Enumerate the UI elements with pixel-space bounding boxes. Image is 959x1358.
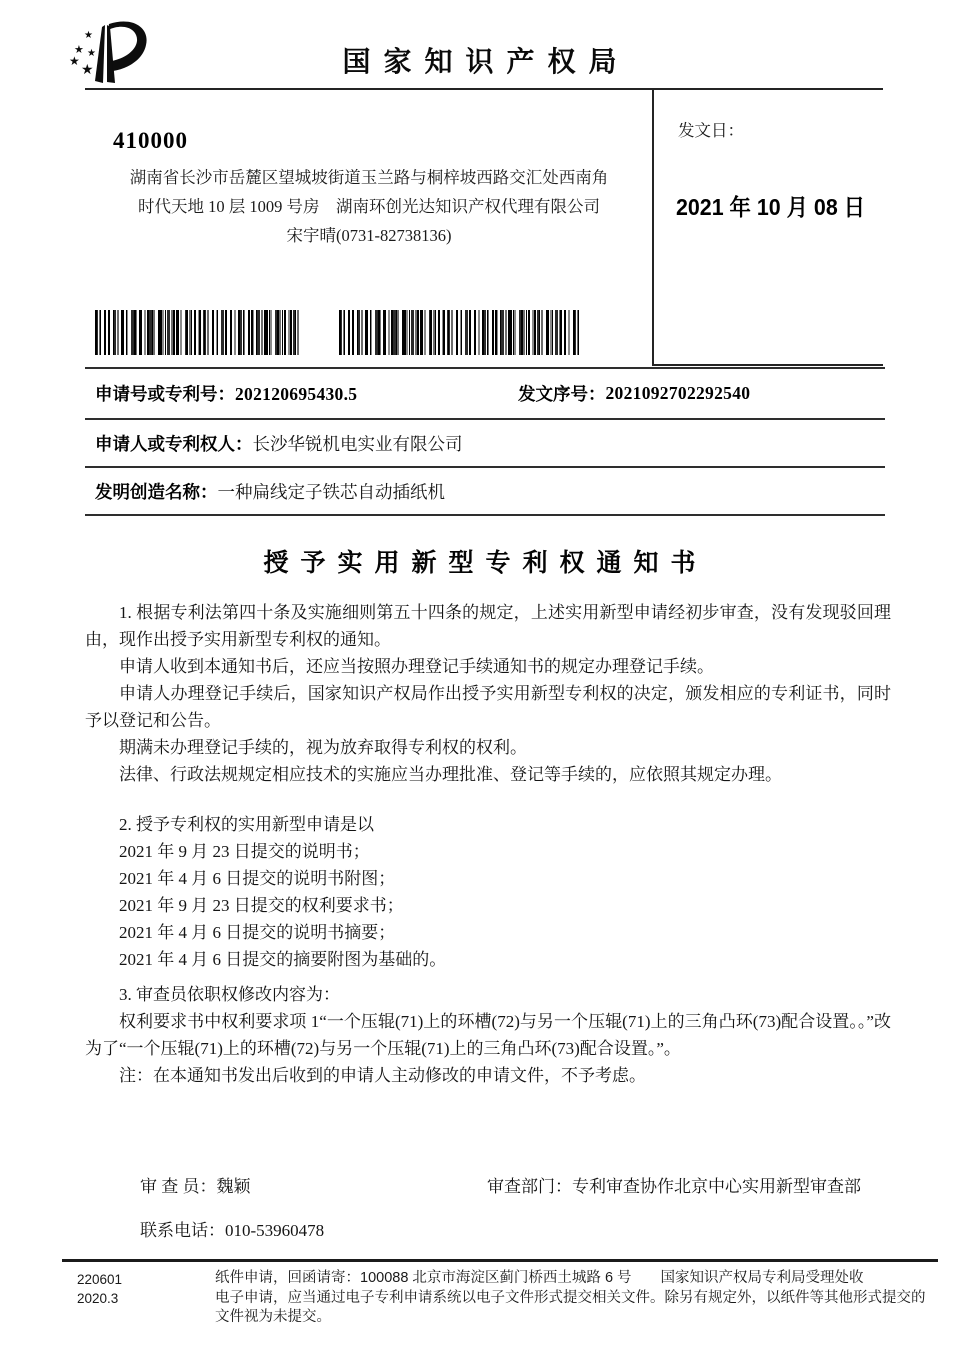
application-number-value: 202120695430.5 — [235, 384, 358, 404]
signoff-row-2 — [140, 1216, 891, 1241]
recipient-block — [95, 126, 643, 250]
star-icon: ★ — [87, 48, 96, 59]
invention-title-label: 发明创造名称： — [95, 481, 218, 502]
notice-paragraph: 2021 年 9 月 23 日提交的权利要求书； — [119, 896, 404, 915]
notice-paragraph: 注：在本通知书发出后收到的申请人主动修改的申请文件，不予考虑。 — [119, 1066, 646, 1085]
applicant-value: 长沙华锐机电实业有限公司 — [252, 433, 463, 454]
department-cell — [487, 1172, 861, 1197]
invention-title-value: 一种扁线定子铁芯自动插纸机 — [217, 481, 445, 502]
footer-block — [62, 1268, 938, 1328]
star-icon: ★ — [84, 30, 93, 41]
star-icon: ★ — [81, 62, 94, 78]
form-version: 2020.3 — [77, 1291, 119, 1306]
notice-paragraph: 1. 根据专利法第四十条及实施细则第五十四条的规定，上述实用新型申请经初步审查，没有发现驳回理由，现作出授予实用新型专利权的通知。 — [85, 603, 891, 649]
notice-title: 授予实用新型专利权通知书 — [263, 550, 708, 577]
footer-rule — [62, 1259, 938, 1262]
notice-paragraph: 2021 年 9 月 23 日提交的说明书； — [119, 842, 370, 861]
notice-body — [85, 599, 891, 1089]
examiner-label: 审 查 员： — [140, 1177, 217, 1196]
phone-value: 010-53960478 — [225, 1221, 325, 1240]
postal-code: 410000 — [113, 128, 188, 153]
meta-row-invention — [85, 468, 885, 516]
notice-paragraph: 2. 授予专利权的实用新型申请是以 — [119, 815, 374, 834]
star-icon: ★ — [74, 43, 84, 56]
footer-note-2: 电子申请，应当通过电子专利申请系统以电子文件形式提交相关文件。除另有规定外，以纸件等其他形式提交的文件视为未提交。 — [215, 1289, 926, 1325]
meta-row-applicant — [85, 420, 885, 468]
footer-note-1: 纸件申请，回函请寄：100088 北京市海淀区蓟门桥西土城路 6 号 国家知识产权局专利局受理处收 — [215, 1270, 864, 1286]
notice-paragraph: 法律、行政法规规定相应技术的实施应当办理批准、登记等手续的，应依照其规定办理。 — [119, 765, 782, 784]
notice-paragraph: 权利要求书中权利要求项 1“一个压辊(71)上的环槽(72)与另一个压辊(71)上的三角凸环(73)配合设置。。”改为了“一个压辊(71)上的环槽(72)与另一个压辊(71)上的三角凸环(73)配合设置。”。 — [85, 1012, 891, 1058]
issue-date-value: 2021 年 10 月 08 日 — [676, 194, 866, 220]
signoff-block — [85, 1172, 891, 1241]
applicant-label: 申请人或专利权人： — [95, 433, 253, 454]
phone-label: 联系电话： — [140, 1221, 225, 1240]
invention-title-cell — [85, 479, 445, 504]
notice-paragraph: 申请人收到本通知书后，还应当按照办理登记手续通知书的规定办理登记手续。 — [119, 657, 714, 676]
notice-paragraph: 2021 年 4 月 6 日提交的摘要附图为基础的。 — [119, 950, 447, 969]
form-codes — [62, 1268, 215, 1328]
department-name: 专利审查协作北京中心实用新型审查部 — [572, 1177, 861, 1196]
examiner-cell — [140, 1177, 251, 1196]
examiner-name: 魏颖 — [216, 1177, 251, 1196]
application-number-cell — [85, 381, 357, 406]
serial-number-value: 2021092702292540 — [605, 383, 751, 403]
issue-date-label: 发文日： — [678, 121, 744, 140]
meta-row-application — [85, 369, 885, 420]
serial-number-label: 发文序号： — [518, 384, 606, 404]
notice-paragraph: 期满未办理登记手续的，视为放弃取得专利权的权利。 — [119, 738, 527, 757]
notice-paragraph: 3. 审查员依职权修改内容为： — [119, 985, 340, 1004]
notice-paragraph: 申请人办理登记手续后，国家知识产权局作出授予实用新型专利权的决定，颁发相应的专利证书，同时予以登记和公告。 — [85, 684, 891, 730]
footer-notes — [215, 1268, 938, 1328]
notice-paragraph: 2021 年 4 月 6 日提交的说明书摘要； — [119, 923, 396, 942]
notice-paragraph: 2021 年 4 月 6 日提交的说明书附图； — [119, 869, 396, 888]
application-number-label: 申请号或专利号： — [95, 384, 235, 404]
contact-line: 宋宇晴(0731-82738136) — [286, 226, 452, 245]
department-label: 审查部门： — [487, 1177, 572, 1196]
address-line-2: 时代天地 10 层 1009 号房 湖南环创光达知识产权代理有限公司 — [138, 197, 600, 216]
barcode-left-icon — [95, 310, 300, 355]
signoff-row-1 — [85, 1172, 891, 1197]
serial-number-cell — [518, 369, 750, 418]
applicant-cell — [85, 431, 463, 456]
issue-date-box — [652, 89, 883, 366]
agency-title: 国家知识产权局 — [342, 47, 630, 78]
form-code: 220601 — [77, 1272, 123, 1287]
star-icon: ★ — [69, 54, 80, 68]
address-line-1: 湖南省长沙市岳麓区望城坡街道玉兰路与桐梓坡西路交汇处西南角 — [129, 168, 609, 187]
barcode-right-icon — [339, 310, 582, 355]
meta-table — [85, 367, 885, 516]
